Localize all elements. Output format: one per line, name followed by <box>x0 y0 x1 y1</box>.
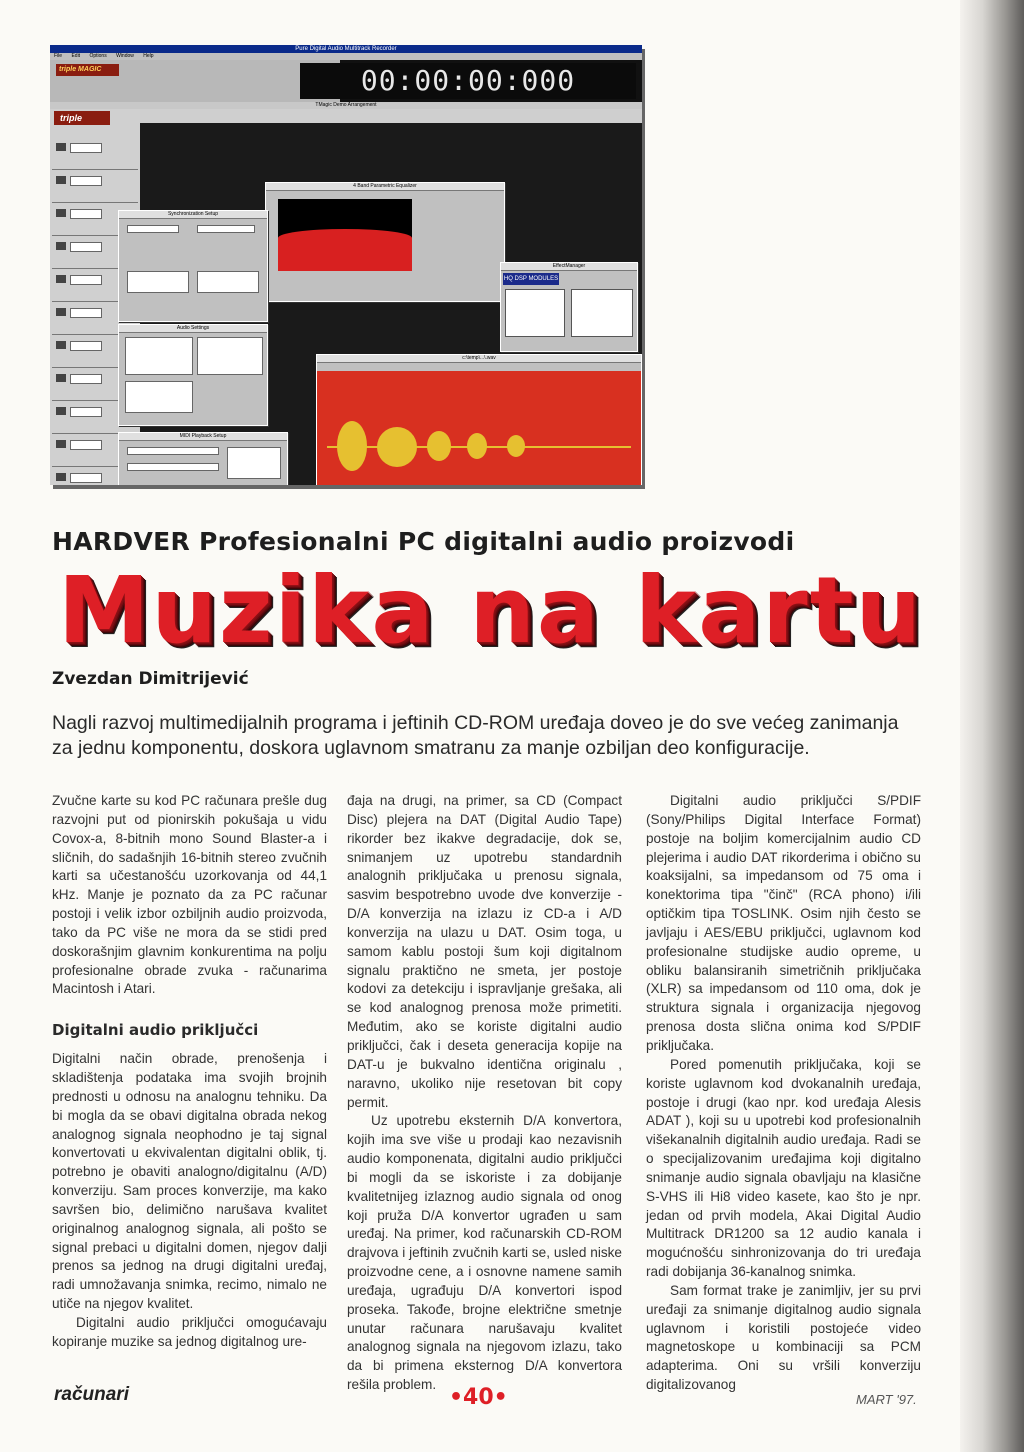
waveform-title: c:\temp\...\.wav <box>317 355 641 363</box>
timeline-ruler <box>140 109 642 123</box>
audio-settings-window <box>118 324 268 426</box>
arrangement-title: TMagic Demo Arrangement <box>50 102 642 109</box>
magazine-name: računari <box>54 1384 129 1405</box>
sync-title: Synchronization Setup <box>119 211 267 219</box>
issue-date: MART '97. <box>856 1392 917 1407</box>
menu-item: File <box>54 53 63 59</box>
lede-paragraph: Nagli razvoj multimedijalnih programa i jeftinih CD-ROM uređaja doveo je do sve većeg zanimanja za jednu komponentu, doskora uglavnom smatranu za manje ozbiljan deo konfiguracije. <box>52 712 899 759</box>
software-screenshot <box>50 45 642 485</box>
equalizer-title: 4 Band Parametric Equalizer <box>266 183 504 191</box>
paragraph: Zvučne karte su kod PC računara prešle dug razvojni put od pionirskih pokušaja u vidu Covox-a, 8-bitnih mono Sound Blaster-a i sličnih, do sadašnjih 16-bitnih stereo zvučnih karti sa učestanošću uzorkovanja od 44,1 kHz. Manje je poznato da za PC računar postoji i velik izbor ozbiljnih audio proizvoda, tako da PC više ne mora da se stidi pred doskorašnjim glavnim konkurentima na polju profesionalne obrade zvuka - računarima Macintosh i Atari. <box>52 793 327 997</box>
midi-playback-title: MIDI Playback Setup <box>119 433 287 441</box>
screenshot-toolbar <box>50 60 340 102</box>
menu-item: Edit <box>71 53 81 59</box>
effect-manager-window <box>500 262 638 352</box>
time-counter: 00:00:00:000 <box>300 63 636 99</box>
paragraph: Digitalni audio priključci S/PDIF (Sony/Philips Digital Interface Format) postoje na boljim komercijalnim audio CD plejerima i audio DAT rikorderima i obično su koaksijalni, sa impedansom od 75 oma i konektorima tipa "činč" (RCA phono) i/ili optičkim tipa TOSLINK. Osim njih često se javljaju i AES/EBU priključci, uglavnom kod profesionalne studijske audio opreme, u obliku balansiranih simetričnih priključaka (XLR) sa impedansom od 110 oma, dok je struktura signala i organizacija njegovog prenosa dosta slična onima kod S/PDIF priključaka. <box>646 793 921 1053</box>
effect-manager-title: EffectManager <box>501 263 637 271</box>
track-logo: triple <box>54 111 110 125</box>
section-label: HARDVER Profesionalni PC digitalni audio proizvodi <box>52 527 795 556</box>
menu-item: Help <box>143 53 154 59</box>
menu-item: Window <box>116 53 134 59</box>
dsp-modules-label: HQ DSP MODULES <box>503 273 559 285</box>
waveform-display <box>317 371 641 485</box>
article-column-1 <box>52 792 327 1352</box>
paragraph: Digitalni način obrade, prenošenja i skladištenja podataka ima svojih brojnih prednosti u odnosu na analognu tehniku. Da bi mogla da se obavi digitalna obrada nekog analognog signala neophodno je taj signal konvertovati u ekvivalentan digitalni oblik, tj. potrebno je obaviti analogno/digitalnu (A/D) konverziju. Sam proces konverzije, ma kako savršen bio, delimično narušava kvalitet originalnog analognog signala, ali pošto se signal prebaci u digitalni domen, njegov dalji prenos sa jednog na drugi digitalni uređaj, radi umnožavanja snimka, recimo, nimalo ne utiče na njegov kvalitet. <box>52 1051 327 1312</box>
paragraph: đaja na drugi, na primer, sa CD (Compact Disc) plejera na DAT (Digital Audio Tape) rikorder bez ikakve degradacije, dok se, snimanjem uz upotrebu standardnih analognih priključaka u prenosu signala, sasvim bespotrebno uvode dve konverzije - D/A konverzija na izlazu iz CD-a i A/D konverzija na ulazu u DAT. Osim toga, u samom kablu postoji šum koji digitalnom signalu praktično ne smeta, jer postoje kodovi za detekciju i ispravljanje grešaka, ali se kod analognog prenosa može primetiti. Međutim, ako se koriste digitalni audio priključci, čak i deseta generacija kopije na DAT-u je bukvalno identična originalu , naravno, ukoliko nije resetovan bit copy permit. <box>347 793 622 1110</box>
screenshot-logo: triple MAGIC <box>56 64 119 76</box>
paragraph: Digitalni audio priključci omogućavaju kopiranje muzike sa jednog digitalnog ure- <box>52 1314 327 1349</box>
article-column-3 <box>646 792 921 1395</box>
menu-item: Options <box>89 53 107 59</box>
paragraph: Pored pomenutih priključaka, koji se koriste uglavnom kod dvokanalnih uređaja, postoje i drugi (kao npr. kod uređaja Alesis ADAT ), koji su u upotrebi kod profesionalnih višekanalnih digitalnih audio uređaja. Radi se o specijalizovanim uređajima koji digitalno snimanje audio signala obavljaju na klasične S-VHS ili Hi8 video kasete, kao što je npr. jedan od prvih modela, Akai Digital Audio Multitrack DR1200 sa 12 audio kanala i mogućnošću sinhronizovanja do tri uređaja radi dobijanja 36-kanalnog snimka. <box>646 1056 921 1280</box>
headline: Muzika na kartu <box>58 557 924 664</box>
track-row <box>52 139 138 170</box>
track-row <box>52 172 138 203</box>
author-byline: Zvezdan Dimitrijević <box>52 669 249 689</box>
eq-curve <box>278 199 412 271</box>
article-column-2 <box>347 792 622 1395</box>
audio-settings-title: Audio Settings <box>119 325 267 333</box>
page-number: •40• <box>449 1385 508 1410</box>
page-spine-shadow <box>960 0 1024 1452</box>
paragraph: Uz upotrebu eksternih D/A konvertora, kojih ima sve više u prodaji kao nezavisnih audio komponenata, digitalni audio priključci bi mogli da se iskoriste i za dobijanje kvalitetnijeg izlaznog audio signala od onog koji pruža D/A konvertor ugrađen u sam uređaj. Na primer, kod računarskih CD-ROM drajvova i jeftinih zvučnih karti se, usled niske proizvodne cene, a i osnovne namene samih uređaja, ugrađuju D/A konvertori ispod proseka. Takođe, brojne električne smetnje unutar računara narušavaju kvalitet analognog signala na njegovom izlazu, tako da bi primena eksternog D/A konvertora rešila problem. <box>347 1113 622 1393</box>
waveform-window <box>316 354 642 485</box>
screenshot-titlebar: Pure Digital Audio Multitrack Recorder <box>50 45 642 53</box>
arrangement-window <box>50 102 642 485</box>
subheading: Digitalni audio priključci <box>52 1021 259 1040</box>
equalizer-window <box>265 182 505 302</box>
midi-playback-window <box>118 432 288 485</box>
screenshot-menubar <box>50 53 642 60</box>
sync-window <box>118 210 268 322</box>
paragraph: Sam format trake je zanimljiv, jer su prvi uređaji za snimanje digitalnog audio signala uglavnom i koristili postojeće video magnetoskope u kombinaciji sa PCM adapterima. Oni su vršili konverziju digitalizovanog <box>646 1282 921 1393</box>
